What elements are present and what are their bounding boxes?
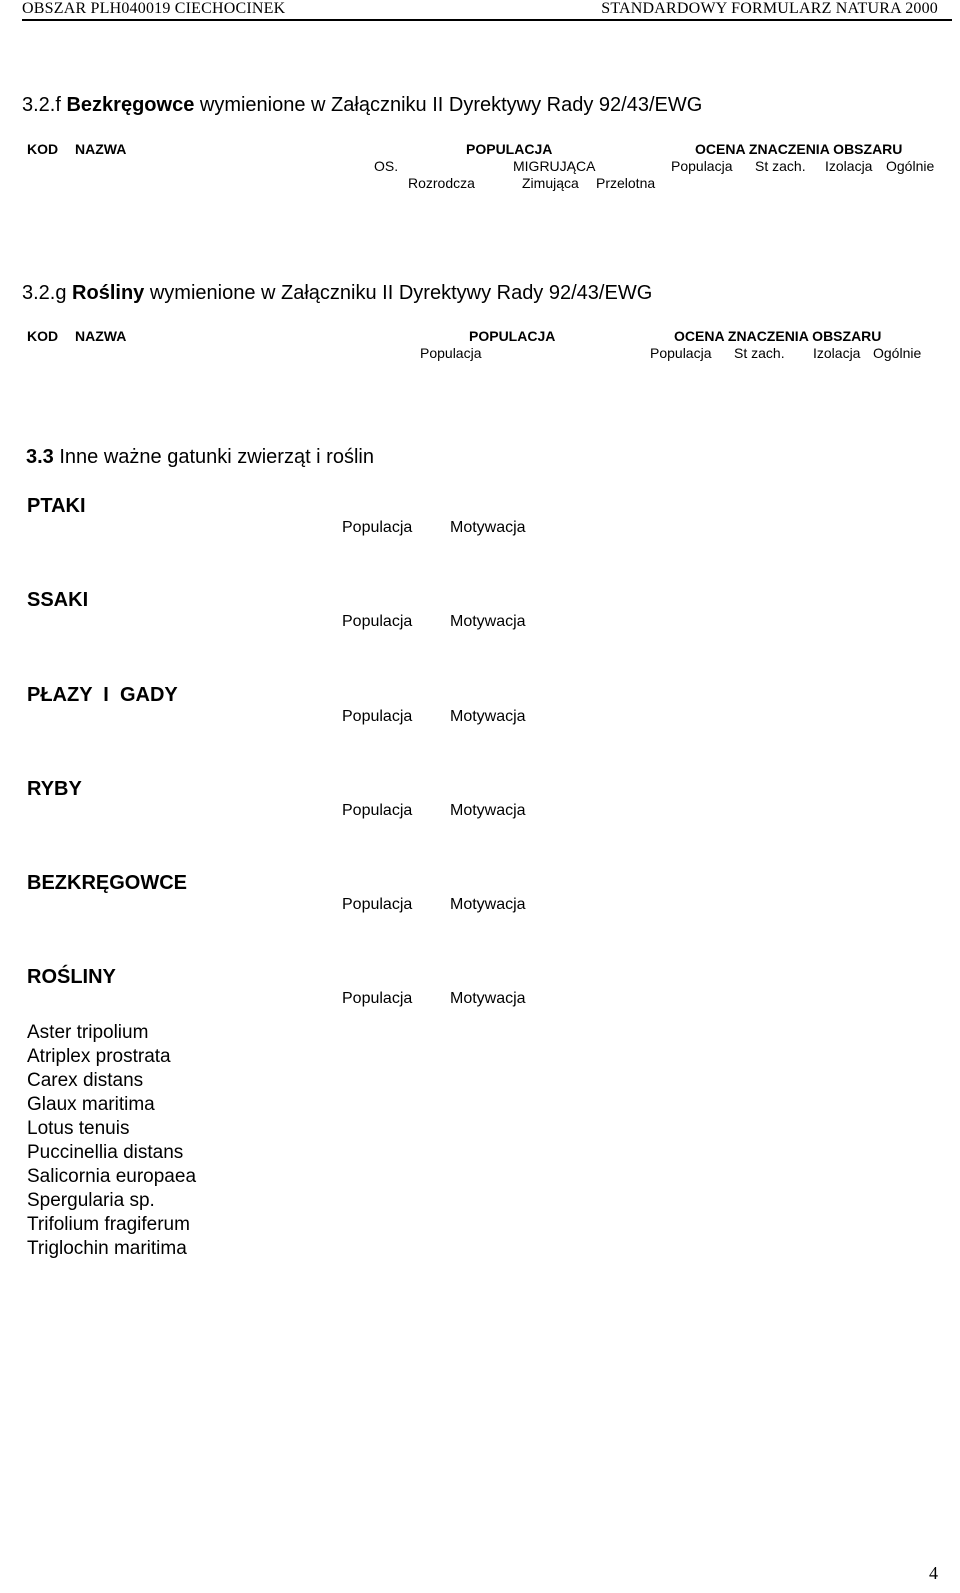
col-populacja: POPULACJA [469,328,556,344]
header-site-name: OBSZAR PLH040019 CIECHOCINEK [22,0,286,17]
col-ocena-populacja: Populacja [671,158,733,174]
section-title-bold: Rośliny [72,282,145,304]
section-number: 3.3 [26,446,54,468]
col-izolacja: Izolacja [825,158,873,174]
col-motywacja: Motywacja [450,990,526,1007]
col-populacja: Populacja [342,990,413,1007]
header-form-name: STANDARDOWY FORMULARZ NATURA 2000 [601,0,938,17]
group-title: ROŚLINY [27,966,116,988]
section-number: 3.2.f [22,94,67,116]
col-populacja: Populacja [342,519,413,536]
list-item: Aster tripolium [27,1022,149,1043]
col-zimujaca: Zimująca [522,175,579,191]
page-number: 4 [929,1563,938,1583]
col-rozrodcza: Rozrodcza [408,175,475,191]
list-item: Salicornia europaea [27,1166,197,1187]
section-3-2-g-title [22,282,652,305]
col-os: OS. [374,158,399,174]
col-izolacja: Izolacja [813,345,861,361]
section-title-bold: Bezkręgowce [66,94,195,116]
section-number: 3.2.g [22,282,73,304]
col-motywacja: Motywacja [450,802,526,819]
col-populacja: Populacja [342,896,413,913]
group-title: BEZKRĘGOWCE [27,872,187,894]
col-ogolnie: Ogólnie [873,345,922,361]
col-migrujaca: MIGRUJĄCA [513,158,596,174]
list-item: Glaux maritima [27,1094,155,1115]
list-item: Spergularia sp. [27,1190,155,1211]
col-ocena-populacja: Populacja [650,345,712,361]
col-ogolnie: Ogólnie [886,158,935,174]
group-title: PTAKI [27,495,86,517]
plant-species-list [27,1021,196,1261]
group-title: RYBY [27,778,82,800]
col-motywacja: Motywacja [450,708,526,725]
col-kod: KOD [27,141,59,157]
list-item: Carex distans [27,1070,144,1091]
col-motywacja: Motywacja [450,613,526,630]
col-populacja: POPULACJA [466,141,553,157]
list-item: Triglochin maritima [27,1238,187,1259]
list-item: Lotus tenuis [27,1118,130,1139]
col-ocena: OCENA ZNACZENIA OBSZARU [674,328,882,344]
col-populacja: Populacja [342,802,413,819]
section-title-rest: wymienione w Załączniku II Dyrektywy Rady 92/43/EWG [144,282,653,304]
col-nazwa: NAZWA [75,141,127,157]
section-title-rest: wymienione w Załączniku II Dyrektywy Rady 92/43/EWG [194,94,703,116]
col-przelotna: Przelotna [596,175,656,191]
col-motywacja: Motywacja [450,519,526,536]
group-title: PŁAZY I GADY [27,684,178,706]
col-st-zach: St zach. [755,158,806,174]
col-populacja: Populacja [342,708,413,725]
list-item: Puccinellia distans [27,1142,184,1163]
section-3-2-f-title [22,94,702,117]
col-motywacja: Motywacja [450,896,526,913]
section-3-3-title [26,446,374,469]
col-populacja-sub: Populacja [420,345,482,361]
col-ocena: OCENA ZNACZENIA OBSZARU [695,141,903,157]
col-st-zach: St zach. [734,345,785,361]
section-title: Inne ważne gatunki zwierząt i roślin [53,446,374,468]
col-nazwa: NAZWA [75,328,127,344]
col-kod: KOD [27,328,59,344]
group-title: SSAKI [27,589,89,611]
list-item: Trifolium fragiferum [27,1214,190,1235]
col-populacja: Populacja [342,613,413,630]
header-rule [22,19,952,21]
list-item: Atriplex prostrata [27,1046,171,1067]
